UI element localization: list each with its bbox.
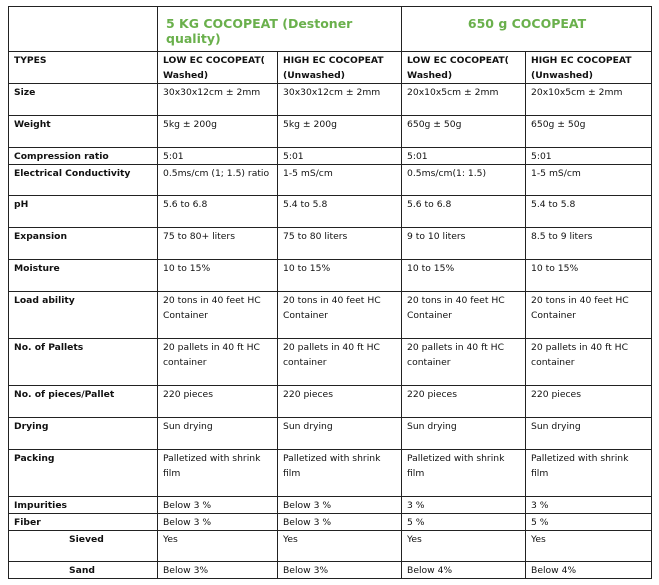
table-row-compression: [9, 148, 652, 165]
table-row-weight: [9, 116, 652, 148]
table-cell: Palletized with shrink film: [402, 450, 526, 497]
table-cell: Sun drying: [402, 418, 526, 450]
table-cell: 3 %: [526, 497, 652, 514]
table-cell: 20 tons in 40 feet HC Container: [278, 292, 402, 339]
table-cell: 10 to 15%: [526, 260, 652, 292]
table-cell: 8.5 to 9 liters: [526, 228, 652, 260]
table-cell: 20x10x5cm ± 2mm: [402, 84, 526, 116]
table-cell: 5 %: [402, 514, 526, 531]
table-row-impurities: [9, 497, 652, 514]
table-cell: Sun drying: [278, 418, 402, 450]
column-header-row: [9, 52, 652, 84]
row-label: Drying: [9, 418, 158, 450]
table-row-ph: [9, 196, 652, 228]
table-cell: 30x30x12cm ± 2mm: [278, 84, 402, 116]
table-cell: 5kg ± 200g: [278, 116, 402, 148]
table-cell: 1-5 mS/cm: [278, 165, 402, 196]
table-cell: 5.6 to 6.8: [158, 196, 278, 228]
empty-corner-cell: [9, 7, 158, 52]
table-row-fiber: [9, 514, 652, 531]
table-row-packing: [9, 450, 652, 497]
table-cell: 1-5 mS/cm: [526, 165, 652, 196]
group-heading-5kg: 5 KG COCOPEAT (Destoner quality): [158, 7, 402, 52]
table-cell: Below 3 %: [278, 514, 402, 531]
table-cell: 220 pieces: [402, 386, 526, 418]
row-label: Weight: [9, 116, 158, 148]
table-cell: 5.4 to 5.8: [278, 196, 402, 228]
row-label: No. of Pallets: [9, 339, 158, 386]
table-row-sieved: [9, 531, 652, 562]
table-cell: 3 %: [402, 497, 526, 514]
table-cell: 20 pallets in 40 ft HC container: [278, 339, 402, 386]
column-header: LOW EC COCOPEAT( Washed): [402, 52, 526, 84]
row-label: Fiber: [9, 514, 158, 531]
table-cell: Below 3 %: [278, 497, 402, 514]
table-row-conductivity: [9, 165, 652, 196]
table-cell: Yes: [526, 531, 652, 562]
row-label: Impurities: [9, 497, 158, 514]
table-cell: 10 to 15%: [278, 260, 402, 292]
row-label: Moisture: [9, 260, 158, 292]
table-cell: Yes: [158, 531, 278, 562]
table-cell: 20 tons in 40 feet HC Container: [158, 292, 278, 339]
table-cell: 220 pieces: [278, 386, 402, 418]
table-cell: 20 pallets in 40 ft HC container: [158, 339, 278, 386]
table-cell: Sun drying: [158, 418, 278, 450]
table-row-pieces: [9, 386, 652, 418]
table-cell: Yes: [402, 531, 526, 562]
table-cell: 220 pieces: [158, 386, 278, 418]
table-row-drying: [9, 418, 652, 450]
row-label: Load ability: [9, 292, 158, 339]
table-cell: 10 to 15%: [158, 260, 278, 292]
table-cell: Yes: [278, 531, 402, 562]
table-cell: 0.5ms/cm (1; 1.5) ratio: [158, 165, 278, 196]
table-cell: 20x10x5cm ± 2mm: [526, 84, 652, 116]
table-cell: Sun drying: [526, 418, 652, 450]
table-row-expansion: [9, 228, 652, 260]
table-cell: 5:01: [526, 148, 652, 165]
table-cell: 5kg ± 200g: [158, 116, 278, 148]
table-cell: Palletized with shrink film: [158, 450, 278, 497]
table-row-size: [9, 84, 652, 116]
table-cell: Below 3 %: [158, 514, 278, 531]
table-cell: 5:01: [158, 148, 278, 165]
table-cell: 75 to 80+ liters: [158, 228, 278, 260]
row-label: Sieved: [9, 531, 158, 562]
table-cell: 5.4 to 5.8: [526, 196, 652, 228]
table-cell: 220 pieces: [526, 386, 652, 418]
column-header: HIGH EC COCOPEAT (Unwashed): [278, 52, 402, 84]
types-label: TYPES: [9, 52, 158, 84]
row-label: Size: [9, 84, 158, 116]
table-cell: Below 3%: [278, 562, 402, 579]
row-label: Packing: [9, 450, 158, 497]
row-label: No. of pieces/Pallet: [9, 386, 158, 418]
row-label: Electrical Conductivity: [9, 165, 158, 196]
row-label: Sand: [9, 562, 158, 579]
table-cell: Palletized with shrink film: [278, 450, 402, 497]
table-cell: Below 4%: [526, 562, 652, 579]
table-cell: 5 %: [526, 514, 652, 531]
table-cell: Below 3 %: [158, 497, 278, 514]
table-cell: 20 tons in 40 feet HC Container: [526, 292, 652, 339]
column-header: LOW EC COCOPEAT( Washed): [158, 52, 278, 84]
table-row-pallets: [9, 339, 652, 386]
column-header: HIGH EC COCOPEAT (Unwashed): [526, 52, 652, 84]
table-cell: 30x30x12cm ± 2mm: [158, 84, 278, 116]
table-cell: 5.6 to 6.8: [402, 196, 526, 228]
group-heading-650g: 650 g COCOPEAT: [402, 7, 652, 52]
row-label: pH: [9, 196, 158, 228]
table-cell: 20 pallets in 40 ft HC container: [526, 339, 652, 386]
table-cell: 5:01: [402, 148, 526, 165]
table-cell: 20 pallets in 40 ft HC container: [402, 339, 526, 386]
table-cell: Palletized with shrink film: [526, 450, 652, 497]
group-header-row: [9, 7, 652, 52]
table-cell: Below 4%: [402, 562, 526, 579]
table-cell: 0.5ms/cm(1: 1.5): [402, 165, 526, 196]
specification-table: [8, 6, 652, 579]
table-cell: Below 3%: [158, 562, 278, 579]
table-row-load-ability: [9, 292, 652, 339]
table-cell: 9 to 10 liters: [402, 228, 526, 260]
table-cell: 650g ± 50g: [526, 116, 652, 148]
row-label: Compression ratio: [9, 148, 158, 165]
table-cell: 75 to 80 liters: [278, 228, 402, 260]
row-label: Expansion: [9, 228, 158, 260]
table-row-moisture: [9, 260, 652, 292]
table-cell: 20 tons in 40 feet HC Container: [402, 292, 526, 339]
table-cell: 650g ± 50g: [402, 116, 526, 148]
table-row-sand: [9, 562, 652, 579]
table-cell: 10 to 15%: [402, 260, 526, 292]
table-cell: 5:01: [278, 148, 402, 165]
